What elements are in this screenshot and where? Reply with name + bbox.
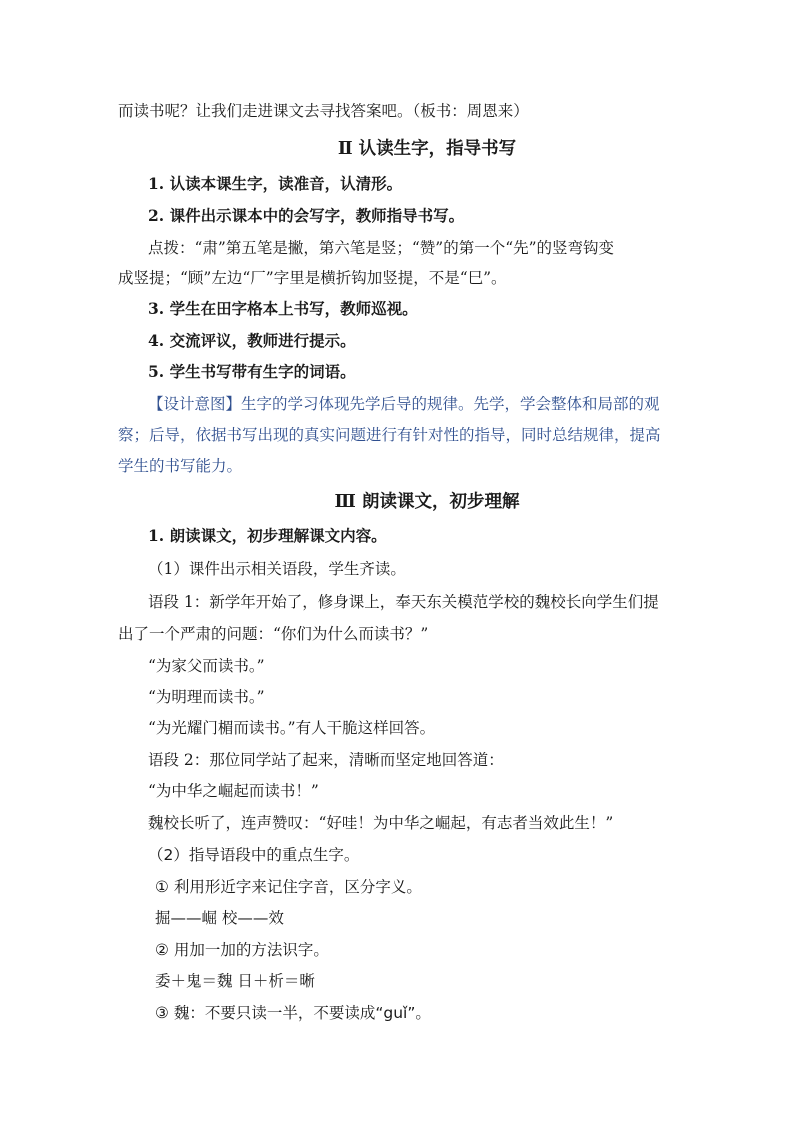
passage-line: 魏校长听了，连声赞叹：“好哇！为中华之崛起，有志者当效此生！”: [148, 814, 614, 832]
step-item: 4. 交流评议，教师进行提示。: [148, 331, 356, 350]
design-intent-tag: 【设计意图】: [148, 395, 242, 413]
step-item: 2. 课件出示课本中的会写字，教师指导书写。: [148, 206, 465, 225]
passage-line: “为中华之崛起而读书！”: [148, 782, 319, 800]
passage-line: “为明理而读书。”: [148, 688, 265, 706]
step-item: 3. 学生在田字格本上书写，教师巡视。: [148, 299, 418, 318]
sub-step: （1）课件出示相关语段，学生齐读。: [148, 560, 406, 578]
method-item: ② 用加一加的方法识字。: [155, 941, 329, 959]
tip-line: 点拨：“肃”第五笔是撇，第六笔是竖；“赞”的第一个“先”的竖弯钩变: [148, 239, 615, 257]
passage-line: 出了一个严肃的问题：“你们为什么而读书？”: [118, 625, 429, 643]
method-item: ① 利用形近字来记住字音，区分字义。: [155, 878, 422, 896]
paragraph-line: 而读书呢？让我们走进课文去寻找答案吧。（板书：周恩来）: [118, 102, 529, 120]
char-formula-line: 委＋鬼＝魏 日＋析＝晰: [155, 972, 315, 990]
passage-line: “为家父而读书。”: [148, 657, 265, 675]
step-item: 1. 朗读课文，初步理解课文内容。: [148, 526, 387, 545]
design-intent-line: 察；后导，依据书写出现的真实问题进行有针对性的指导，同时总结规律，提高: [118, 426, 661, 444]
passage-line: “为光耀门楣而读书。”有人干脆这样回答。: [148, 719, 436, 737]
method-item: ③ 魏：不要只读一半，不要读成“guǐ”。: [155, 1004, 431, 1022]
passage-line: 语段 1：新学年开始了，修身课上，奉天东关模范学校的魏校长向学生们提: [148, 593, 659, 611]
passage-line: 语段 2：那位同学站了起来，清晰而坚定地回答道：: [148, 751, 504, 769]
char-pair-line: 掘——崛 校——效: [155, 909, 284, 927]
section-heading-3: Ⅲ 朗读课文，初步理解: [334, 492, 520, 512]
design-intent-text: 生字的学习体现先学后导的规律。先学，学会整体和局部的观: [241, 395, 660, 413]
design-intent-line: 学生的书写能力。: [118, 457, 243, 475]
section-heading-2: Ⅱ 认读生字，指导书写: [337, 139, 517, 159]
design-intent-line: [148, 394, 660, 414]
step-item: 5. 学生书写带有生字的词语。: [148, 362, 356, 381]
step-item: 1. 认读本课生字，读准音，认清形。: [148, 174, 403, 193]
tip-line: 成竖提；“顾”左边“厂”字里是横折钩加竖提，不是“巳”。: [118, 269, 507, 287]
sub-step: （2）指导语段中的重点生字。: [148, 846, 360, 864]
